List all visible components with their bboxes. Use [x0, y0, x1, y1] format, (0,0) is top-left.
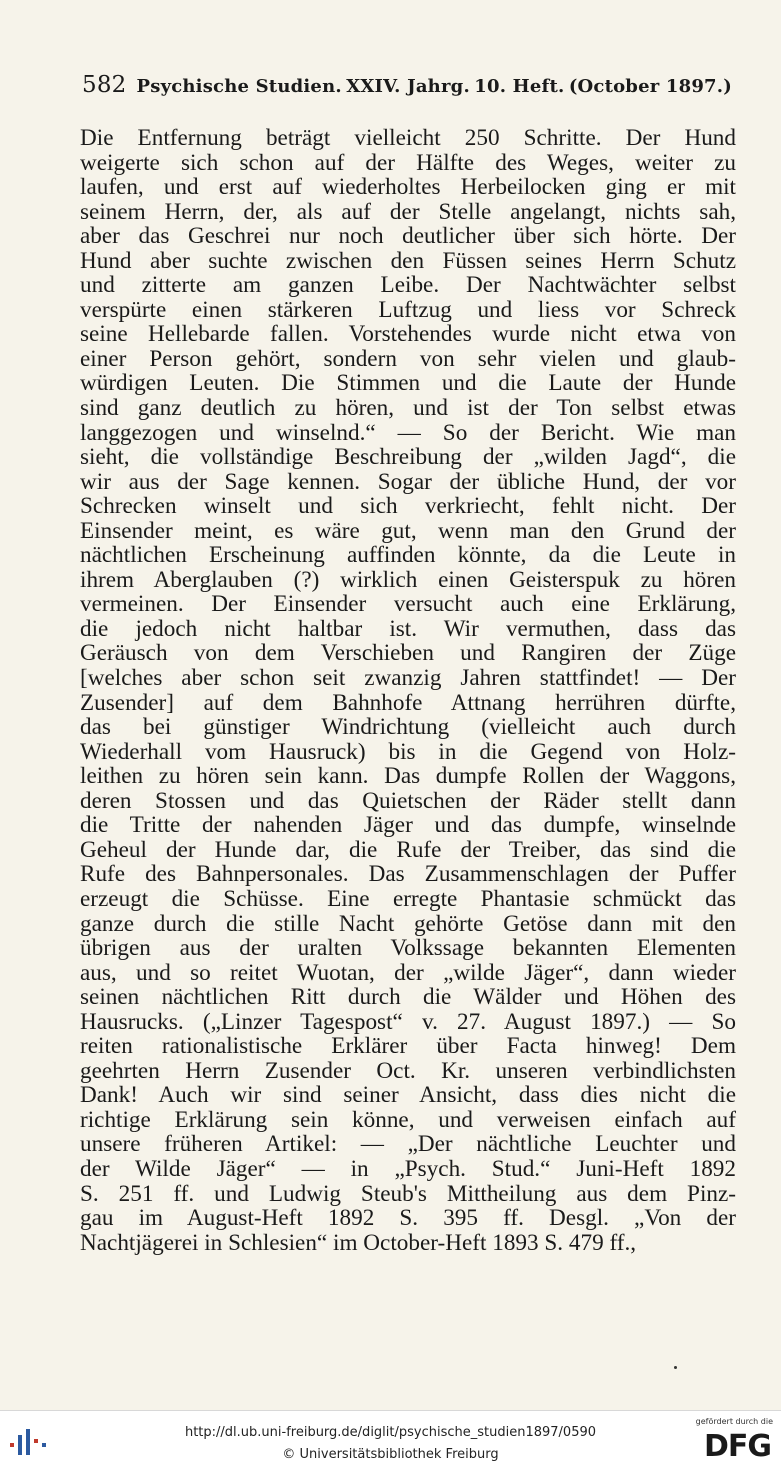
- text-line: Geräusch von dem Verschieben und Rangiren der Züge: [80, 641, 736, 667]
- text-line: deren Stossen und das Quietschen der Räder stellt dann: [80, 788, 736, 814]
- text-line: seinem Herrn, der, als auf der Stelle angelangt, nichts sah,: [80, 199, 736, 225]
- text-line: einer Person gehört, sondern von sehr vielen und glaub-: [80, 346, 736, 372]
- text-line: sieht, die vollständige Beschreibung der „wilden Jagd“, die: [80, 445, 736, 470]
- copyright-notice: © Universitätsbibliothek Freiburg: [282, 1447, 499, 1462]
- text-line: laufen, und erst auf wiederholtes Herbeilocken ging er mit: [80, 175, 736, 200]
- text-line: ganze durch die stille Nacht gehörte Getöse dann mit den: [80, 911, 736, 937]
- running-title: [137, 76, 733, 97]
- text-line: Einsender meint, es wäre gut, wenn man den Grund der: [80, 518, 736, 544]
- text-line: die Tritte der nahenden Jäger und das dumpfe, winselnde: [80, 813, 736, 838]
- dfg-caption: gefördert durch die: [695, 1417, 773, 1426]
- page-number: 582: [82, 72, 127, 98]
- text-line: Geheul der Hunde dar, die Rufe der Treiber, das sind die: [80, 837, 736, 863]
- text-line: die jedoch nicht haltbar ist. Wir vermuthen, dass das: [80, 616, 736, 642]
- text-line: seine Hellebarde fallen. Vorstehendes wurde nicht etwa von: [80, 322, 736, 347]
- text-line: gau im August-Heft 1892 S. 395 ff. Desgl. „Von der: [80, 1206, 736, 1231]
- text-line: nächtlichen Erscheinung auffinden könnte, da die Leute in: [80, 543, 736, 568]
- text-line: richtige Erklärung sein könne, und verweisen einfach auf: [80, 1107, 736, 1133]
- text-line: Die Entfernung beträgt vielleicht 250 Schritte. Der Hund: [80, 126, 736, 151]
- text-line: Nachtjägerei in Schlesien“ im October-Heft 1893 S. 479 ff.,: [80, 1230, 637, 1256]
- text-line: der Wilde Jäger“ — in „Psych. Stud.“ Juni-Heft 1892: [80, 1156, 736, 1182]
- text-line: das bei günstiger Windrichtung (vielleicht auch durch: [80, 715, 736, 740]
- text-line: S. 251 ff. und Ludwig Steub's Mittheilung aus dem Pinz-: [80, 1181, 736, 1207]
- text-line: verspürte einen stärkeren Luftzug und liess vor Schreck: [80, 297, 736, 323]
- issue-date: (October 1897.): [568, 76, 732, 97]
- dfg-logo: DFG: [703, 1429, 771, 1464]
- stray-mark: [674, 1366, 677, 1369]
- text-line: seinen nächtlichen Ritt durch die Wälder und Höhen des: [80, 985, 736, 1010]
- text-line: Zusender] auf dem Bahnhofe Attnang herrühren dürfte,: [80, 690, 736, 716]
- running-header: [82, 72, 732, 106]
- text-line: Hausrucks. („Linzer Tagespost“ v. 27. August 1897.) — So: [80, 1009, 736, 1035]
- text-line: Schrecken winselt und sich verkriecht, fehlt nicht. Der: [80, 494, 736, 519]
- issue-label: 10. Heft.: [474, 76, 565, 97]
- text-line: aber das Geschrei nur noch deutlicher über sich hörte. Der: [80, 224, 736, 249]
- text-line: weigerte sich schon auf der Hälfte des Weges, weiter zu: [80, 150, 736, 176]
- text-line: aus, und so reitet Wuotan, der „wilde Jäger“, dann wieder: [80, 960, 736, 986]
- text-line: Hund aber suchte zwischen den Füssen seines Herrn Schutz: [80, 248, 736, 274]
- text-line: reiten rationalistische Erklärer über Facta hinweg! Dem: [80, 1034, 736, 1059]
- volume-label: XXIV. Jahrg.: [346, 76, 470, 97]
- text-line: und zitterte am ganzen Leibe. Der Nachtwächter selbst: [80, 273, 736, 298]
- text-line: Dank! Auch wir sind seiner Ansicht, dass dies nicht die: [80, 1083, 736, 1108]
- text-line: erzeugt die Schüsse. Eine erregte Phantasie schmückt das: [80, 886, 736, 912]
- text-line: leithen zu hören sein kann. Das dumpfe Rollen der Waggons,: [80, 764, 736, 789]
- journal-title: Psychische Studien.: [136, 76, 342, 97]
- text-line: sind ganz deutlich zu hören, und ist der Ton selbst etwas: [80, 396, 736, 421]
- text-line: [welches aber schon seit zwanzig Jahren stattfindet! — Der: [80, 666, 736, 691]
- text-line: langgezogen und winselnd.“ — So der Bericht. Wie man: [80, 420, 736, 446]
- document-url[interactable]: http://dl.ub.uni-freiburg.de/diglit/psychische_studien1897/0590: [184, 1425, 597, 1440]
- body-text: [80, 126, 736, 1255]
- text-line: Rufe des Bahnpersonales. Das Zusammenschlagen der Puffer: [80, 862, 736, 887]
- text-line: würdigen Leuten. Die Stimmen und die Laute der Hunde: [80, 371, 736, 397]
- viewer-footer: [0, 1410, 781, 1469]
- text-line: unsere früheren Artikel: — „Der nächtliche Leuchter und: [80, 1132, 736, 1157]
- text-line: wir aus der Sage kennen. Sogar der übliche Hund, der vor: [80, 469, 736, 495]
- text-line: geehrten Herrn Zusender Oct. Kr. unseren verbindlichsten: [80, 1058, 736, 1084]
- text-line: übrigen aus der uralten Volkssage bekannten Elementen: [80, 936, 736, 961]
- text-line: ihrem Aberglauben (?) wirklich einen Geisterspuk zu hören: [80, 567, 736, 593]
- text-line: vermeinen. Der Einsender versucht auch eine Erklärung,: [80, 592, 736, 617]
- text-line: Wiederhall vom Hausruck) bis in die Gegend von Holz-: [80, 739, 736, 765]
